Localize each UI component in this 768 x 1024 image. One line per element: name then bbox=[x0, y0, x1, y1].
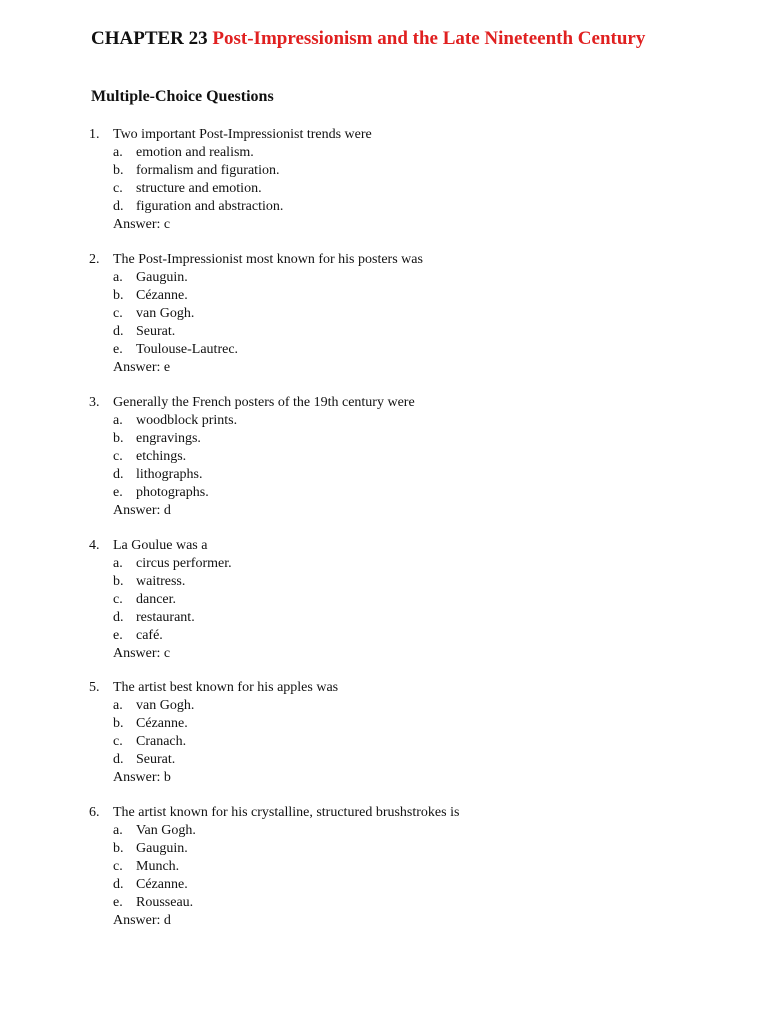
question-text: The Post-Impressionist most known for his posters was bbox=[113, 252, 423, 267]
option-text: dancer. bbox=[136, 592, 177, 607]
option-letter: b. bbox=[113, 716, 124, 731]
option-text: woodblock prints. bbox=[136, 413, 238, 428]
option-letter: a. bbox=[113, 823, 123, 838]
answer-line bbox=[0, 769, 768, 787]
answer-option bbox=[0, 555, 768, 573]
option-text: Seurat. bbox=[136, 752, 176, 767]
option-text: lithographs. bbox=[136, 467, 203, 482]
question-stem bbox=[0, 804, 768, 822]
option-letter: b. bbox=[113, 574, 124, 589]
answer-key: Answer: c bbox=[113, 646, 171, 661]
answer-option bbox=[0, 341, 768, 359]
question-item bbox=[0, 394, 768, 520]
question-item bbox=[0, 126, 768, 234]
answer-option bbox=[0, 180, 768, 198]
question-number: 4. bbox=[89, 538, 100, 553]
section-heading: Multiple-Choice Questions bbox=[91, 88, 274, 105]
option-letter: a. bbox=[113, 270, 123, 285]
answer-option bbox=[0, 573, 768, 591]
option-text: figuration and abstraction. bbox=[136, 199, 284, 214]
answer-line bbox=[0, 216, 768, 234]
answer-option bbox=[0, 715, 768, 733]
question-text: La Goulue was a bbox=[113, 538, 208, 553]
question-stem bbox=[0, 679, 768, 697]
chapter-title-text: Post-Impressionism and the Late Nineteenth Century bbox=[212, 28, 646, 49]
answer-option bbox=[0, 609, 768, 627]
answer-option bbox=[0, 412, 768, 430]
option-text: Seurat. bbox=[136, 324, 176, 339]
answer-option bbox=[0, 430, 768, 448]
option-letter: c. bbox=[113, 592, 123, 607]
chapter-title bbox=[91, 28, 645, 50]
option-text: Cézanne. bbox=[136, 877, 188, 892]
question-stem bbox=[0, 394, 768, 412]
option-text: photographs. bbox=[136, 485, 209, 500]
answer-key: Answer: c bbox=[113, 217, 171, 232]
question-stem bbox=[0, 126, 768, 144]
option-letter: d. bbox=[113, 877, 124, 892]
question-text: Generally the French posters of the 19th century were bbox=[113, 395, 415, 410]
answer-option bbox=[0, 198, 768, 216]
answer-line bbox=[0, 359, 768, 377]
option-letter: c. bbox=[113, 181, 123, 196]
option-text: formalism and figuration. bbox=[136, 163, 280, 178]
answer-option bbox=[0, 323, 768, 341]
question-number: 3. bbox=[89, 395, 100, 410]
question-text: The artist known for his crystalline, structured brushstrokes is bbox=[113, 805, 460, 820]
question-number: 1. bbox=[89, 127, 100, 142]
question-number: 6. bbox=[89, 805, 100, 820]
answer-option bbox=[0, 627, 768, 645]
option-text: Cézanne. bbox=[136, 716, 188, 731]
option-text: Munch. bbox=[136, 859, 180, 874]
option-letter: d. bbox=[113, 199, 124, 214]
option-letter: c. bbox=[113, 734, 123, 749]
option-letter: c. bbox=[113, 449, 123, 464]
chapter-label: CHAPTER 23 bbox=[91, 28, 208, 49]
question-stem bbox=[0, 537, 768, 555]
option-text: circus performer. bbox=[136, 556, 232, 571]
answer-key: Answer: d bbox=[113, 913, 171, 928]
answer-line bbox=[0, 645, 768, 663]
answer-option bbox=[0, 751, 768, 769]
answer-option bbox=[0, 448, 768, 466]
option-text: restaurant. bbox=[136, 610, 195, 625]
option-text: van Gogh. bbox=[136, 698, 195, 713]
option-letter: e. bbox=[113, 485, 123, 500]
question-item bbox=[0, 537, 768, 663]
question-item bbox=[0, 679, 768, 787]
answer-option bbox=[0, 876, 768, 894]
option-text: waitress. bbox=[136, 574, 186, 589]
option-text: van Gogh. bbox=[136, 306, 195, 321]
question-item bbox=[0, 251, 768, 377]
option-text: Cézanne. bbox=[136, 288, 188, 303]
answer-option bbox=[0, 697, 768, 715]
option-text: Cranach. bbox=[136, 734, 187, 749]
option-text: Toulouse-Lautrec. bbox=[136, 342, 239, 357]
option-text: Rousseau. bbox=[136, 895, 194, 910]
question-number: 5. bbox=[89, 680, 100, 695]
option-text: Gauguin. bbox=[136, 270, 188, 285]
question-text: The artist best known for his apples was bbox=[113, 680, 339, 695]
option-text: emotion and realism. bbox=[136, 145, 254, 160]
option-letter: a. bbox=[113, 145, 123, 160]
option-letter: b. bbox=[113, 288, 124, 303]
answer-option bbox=[0, 894, 768, 912]
option-letter: d. bbox=[113, 610, 124, 625]
answer-option bbox=[0, 287, 768, 305]
option-text: Van Gogh. bbox=[136, 823, 196, 838]
answer-option bbox=[0, 305, 768, 323]
answer-line bbox=[0, 502, 768, 520]
option-letter: d. bbox=[113, 324, 124, 339]
answer-option bbox=[0, 269, 768, 287]
question-number: 2. bbox=[89, 252, 100, 267]
option-letter: a. bbox=[113, 698, 123, 713]
answer-option bbox=[0, 144, 768, 162]
option-text: engravings. bbox=[136, 431, 201, 446]
question-text: Two important Post-Impressionist trends were bbox=[113, 127, 372, 142]
answer-key: Answer: e bbox=[113, 360, 171, 375]
answer-option bbox=[0, 733, 768, 751]
option-letter: e. bbox=[113, 895, 123, 910]
option-letter: e. bbox=[113, 628, 123, 643]
option-text: etchings. bbox=[136, 449, 187, 464]
answer-key: Answer: d bbox=[113, 503, 171, 518]
option-letter: c. bbox=[113, 306, 123, 321]
option-letter: b. bbox=[113, 431, 124, 446]
option-letter: e. bbox=[113, 342, 123, 357]
option-text: Gauguin. bbox=[136, 841, 188, 856]
answer-option bbox=[0, 591, 768, 609]
option-letter: c. bbox=[113, 859, 123, 874]
option-letter: b. bbox=[113, 841, 124, 856]
answer-key: Answer: b bbox=[113, 770, 171, 785]
answer-option bbox=[0, 858, 768, 876]
option-text: structure and emotion. bbox=[136, 181, 262, 196]
answer-option bbox=[0, 822, 768, 840]
answer-option bbox=[0, 840, 768, 858]
answer-option bbox=[0, 484, 768, 502]
option-letter: b. bbox=[113, 163, 124, 178]
answer-option bbox=[0, 466, 768, 484]
option-letter: d. bbox=[113, 752, 124, 767]
question-stem bbox=[0, 251, 768, 269]
answer-line bbox=[0, 912, 768, 930]
option-letter: a. bbox=[113, 413, 123, 428]
option-text: café. bbox=[136, 628, 163, 643]
option-letter: a. bbox=[113, 556, 123, 571]
answer-option bbox=[0, 162, 768, 180]
question-item bbox=[0, 804, 768, 930]
option-letter: d. bbox=[113, 467, 124, 482]
